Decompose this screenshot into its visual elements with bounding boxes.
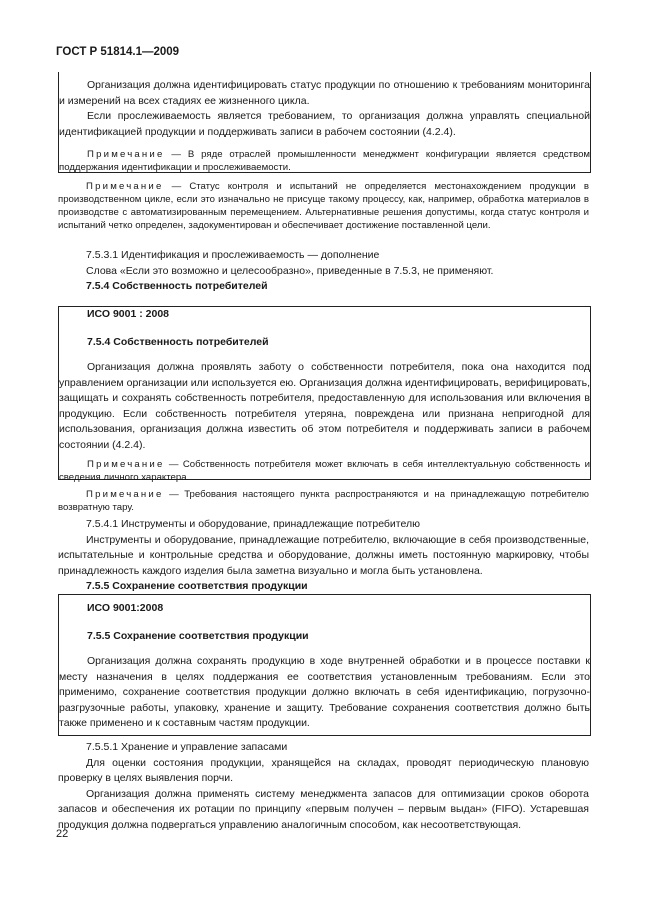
note-text: — В ряде отраслей промышленности менеджмент конфигурации является средством поддержания идентификации и прослеживаемости. [59, 149, 590, 173]
section-7541-title: 7.5.4.1 Инструменты и оборудование, принадлежащие потребителю [86, 518, 420, 530]
iso-quote-box-755 [58, 594, 591, 736]
note-label: Примечание [87, 459, 165, 470]
iso-quote-box-754 [58, 306, 591, 483]
iso-reference: ИСО 9001 : 2008 [87, 308, 170, 320]
iso-quote-box-continued [58, 72, 591, 173]
iso-reference: ИСО 9001:2008 [87, 602, 164, 614]
document-header: ГОСТ Р 51814.1—2009 [56, 46, 180, 58]
note-text: — Собственность потребителя может включать в себя интеллектуальную собственность и сведения личного характера. [59, 459, 590, 483]
section-7551-paragraph-1: Для оценки состояния продукции, хранящейся на складах, проводят периодическую плановую проверку в целях выявления порчи. [58, 756, 589, 784]
note-label: Примечание [86, 489, 164, 500]
section-7531-text: Слова «Если это возможно и целесообразно», приведенные в 7.5.3, не применяют. [86, 264, 494, 277]
box3-text: Организация должна сохранять продукцию в ходе внутренней обработки и в процессе поставки к месту назначения в целях поддержания ее соответствия установленным требованиям. Если это применимо, сохранение соответствия продукции должно включать в себя идентификацию, погрузочно-разгрузочные работы, упаковку, хранение и защиту. Требование сохранения соответствия должно быть также применено и к составным частям продукции. [59, 655, 590, 729]
section-7531-title: 7.5.3.1 Идентификация и прослеживаемость — дополнение [86, 249, 380, 261]
section-7531 [58, 248, 589, 295]
note-text: — Требования настоящего пункта распространяются и на принадлежащую потребителю возвратную тару. [58, 489, 589, 513]
box3-heading: 7.5.5 Сохранение соответствия продукции [87, 629, 309, 642]
note-label: Примечание [87, 149, 165, 160]
box2-heading: 7.5.4 Собственность потребителей [87, 335, 269, 348]
note-block-1 [58, 180, 589, 232]
note-label: Примечание [86, 181, 164, 192]
note-block-2 [58, 488, 589, 514]
note-paragraph-1 [58, 180, 589, 232]
section-754-title: 7.5.4 Собственность потребителей [86, 280, 268, 292]
section-7551 [58, 740, 589, 833]
box1-note [59, 148, 590, 174]
box2-note [59, 458, 590, 484]
box2-text: Организация должна проявлять заботу о собственности потребителя, пока она находится под управлением организации или используется ею. Организация должна идентифицировать, верифицировать, защищать и сохранять собственность потребителя, предоставленную для использования или включения в продукцию. Если собственность потребителя утеряна, повреждена или признана непригодной для использования, организация должна известить об этом потребителя и поддерживать записи в рабочем состоянии (4.2.4). [59, 361, 590, 451]
section-7551-title: 7.5.5.1 Хранение и управление запасами [86, 741, 288, 753]
section-7551-paragraph-2: Организация должна применять систему менеджмента запасов для оптимизации сроков оборота запасов и обеспечения их ротации по принципу «первым получен – первым выдан» (FIFO). Устаревшая продукция должна подвергаться управлению аналогичным способом, как несоответствующая. [58, 787, 589, 831]
box1-paragraph-2: Если прослеживаемость является требованием, то организация должна управлять специальной идентификацией продукции и поддерживать записи в рабочем состоянии (4.2.4). [59, 110, 590, 138]
section-755-title: 7.5.5 Сохранение соответствия продукции [86, 580, 308, 592]
note-paragraph-2 [58, 488, 589, 514]
box1-paragraph-1: Организация должна идентифицировать статус продукции по отношению к требованиям мониторинга и измерений на всех стадиях ее жизненного цикла. [59, 79, 590, 107]
section-7541-text: Инструменты и оборудование, принадлежащие потребителю, включающие в себя производственные, испытательные и контрольные средства и оборудование, должны иметь постоянную маркировку, чтобы принадлежность каждого изделия была заметна визуально и могла быть установлена. [58, 533, 589, 577]
section-7541 [58, 517, 589, 595]
page-number: 22 [56, 828, 69, 840]
note-text: — Статус контроля и испытаний не определяется местонахождением продукции в производственном цикле, если это изначально не присуще такому процессу, как, например, обработка материалов в производстве с автоматизированным перемещением. Альтернативные решения допустимы, когда статус контроля и испытаний четко определен, задокументирован и обеспечивает достижение поставленной цели. [58, 181, 589, 231]
